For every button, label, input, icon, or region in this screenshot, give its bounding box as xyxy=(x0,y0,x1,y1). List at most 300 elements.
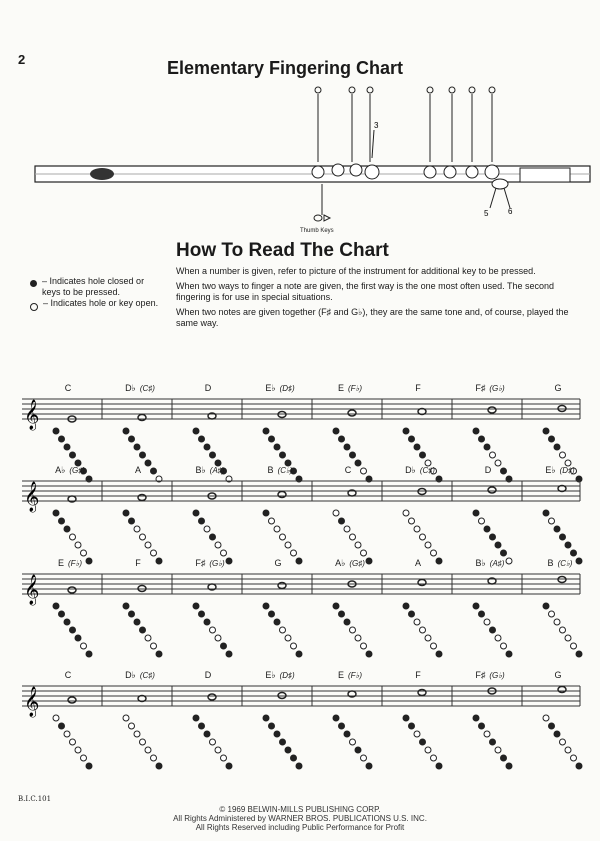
open-hole-icon xyxy=(70,739,76,745)
open-hole-icon xyxy=(53,715,59,721)
closed-hole-icon xyxy=(479,436,485,442)
closed-hole-icon xyxy=(210,452,216,458)
legend-open: – Indicates hole or key open. xyxy=(43,298,159,308)
open-hole-icon xyxy=(70,534,76,540)
closed-hole-icon xyxy=(414,444,420,450)
open-hole-icon xyxy=(403,510,409,516)
instruction: When two notes are given together (F♯ and G♭), they are the same tone and, of course, played the same way. xyxy=(176,307,569,328)
note-name: E xyxy=(57,558,64,568)
closed-hole-icon xyxy=(263,428,269,434)
closed-hole-icon xyxy=(543,603,549,609)
closed-hole-icon xyxy=(506,651,512,657)
open-hole-icon xyxy=(420,534,426,540)
closed-hole-icon xyxy=(285,747,291,753)
note-name: D♭ xyxy=(405,465,416,475)
open-hole-icon xyxy=(221,550,227,556)
closed-hole-icon xyxy=(204,444,210,450)
closed-hole-icon xyxy=(199,436,205,442)
closed-hole-icon xyxy=(274,444,280,450)
open-hole-icon xyxy=(425,747,431,753)
fingering-diagram xyxy=(193,603,232,657)
enharmonic-name: (F♭) xyxy=(348,671,362,680)
open-hole-icon xyxy=(549,611,555,617)
open-hole-icon xyxy=(123,715,129,721)
note-label xyxy=(174,383,246,393)
open-hole-icon xyxy=(145,542,151,548)
closed-hole-icon xyxy=(403,428,409,434)
closed-hole-icon xyxy=(269,723,275,729)
open-hole-icon xyxy=(431,643,437,649)
note-head xyxy=(278,583,286,589)
enharmonic-name: (D♯) xyxy=(559,466,575,475)
closed-hole-icon xyxy=(473,510,479,516)
closed-hole-icon xyxy=(403,603,409,609)
closed-hole-icon xyxy=(409,723,415,729)
open-hole-icon xyxy=(145,747,151,753)
treble-clef-icon: 𝄞 xyxy=(24,686,40,716)
closed-hole-icon xyxy=(59,611,65,617)
fingering-diagram xyxy=(543,715,582,769)
note-head xyxy=(488,407,496,413)
legend-closed: – Indicates hole closed or keys to be pressed. xyxy=(42,276,145,297)
open-hole-icon xyxy=(285,542,291,548)
open-hole-icon xyxy=(549,518,555,524)
closed-hole-icon xyxy=(473,715,479,721)
closed-hole-icon xyxy=(70,627,76,633)
fingering-diagram xyxy=(53,715,92,769)
closed-hole-icon xyxy=(479,611,485,617)
closed-hole-icon xyxy=(409,436,415,442)
closed-hole-icon xyxy=(560,534,566,540)
closed-hole-icon xyxy=(576,651,582,657)
fingering-diagram xyxy=(333,603,372,657)
instruction: When two ways to finger a note are given, the first way is the one most often used. The second fingering is for use in special situations. xyxy=(176,281,555,302)
open-hole-icon xyxy=(565,747,571,753)
note-label xyxy=(314,670,386,680)
title-text: Elementary Fingering Chart xyxy=(166,58,404,78)
note-label xyxy=(384,558,456,568)
open-hole-icon xyxy=(151,643,157,649)
open-hole-icon xyxy=(361,755,367,761)
enharmonic-name: (G♭) xyxy=(489,384,505,393)
open-hole-icon xyxy=(215,542,221,548)
note-name: D xyxy=(204,383,212,393)
note-name: D♭ xyxy=(125,670,136,680)
note-name: A xyxy=(414,558,421,568)
fingering-diagram xyxy=(193,510,232,564)
fingering-diagram xyxy=(473,603,512,657)
copyright-line: All Rights Reserved including Public Performance for Profit xyxy=(195,823,405,832)
open-hole-icon xyxy=(479,518,485,524)
note-name: B xyxy=(547,558,554,568)
closed-hole-icon xyxy=(280,452,286,458)
note-name: E xyxy=(337,383,344,393)
note-name: F xyxy=(415,670,421,680)
closed-hole-icon xyxy=(263,715,269,721)
fingering-diagram xyxy=(333,715,372,769)
note-name: E♭ xyxy=(265,670,276,680)
open-hole-icon xyxy=(425,542,431,548)
open-hole-icon xyxy=(134,731,140,737)
closed-hole-icon xyxy=(344,619,350,625)
open-hole-icon xyxy=(291,643,297,649)
note-name: D♭ xyxy=(125,383,136,393)
fingering-diagram xyxy=(53,510,92,564)
closed-hole-icon xyxy=(333,603,339,609)
open-hole-icon xyxy=(280,627,286,633)
closed-hole-icon xyxy=(129,436,135,442)
closed-hole-icon xyxy=(291,755,297,761)
open-hole-icon xyxy=(151,755,157,761)
note-head xyxy=(348,410,356,416)
note-head xyxy=(138,495,146,501)
open-hole-icon xyxy=(215,747,221,753)
note-label xyxy=(454,383,526,393)
closed-hole-icon xyxy=(53,510,59,516)
open-hole-icon xyxy=(291,550,297,556)
instruction: When a number is given, refer to picture of the instrument for additional key to be pressed. xyxy=(176,266,536,276)
note-name: E♭ xyxy=(545,465,556,475)
closed-hole-icon xyxy=(473,603,479,609)
note-name: E xyxy=(337,670,344,680)
note-label xyxy=(174,558,246,568)
open-hole-icon xyxy=(431,550,437,556)
closed-hole-icon xyxy=(554,444,560,450)
note-head xyxy=(278,492,286,498)
open-hole-icon xyxy=(350,534,356,540)
closed-hole-icon xyxy=(436,763,442,769)
copyright xyxy=(0,805,600,832)
staff-row xyxy=(0,568,600,678)
closed-hole-icon xyxy=(549,436,555,442)
closed-hole-icon xyxy=(263,510,269,516)
closed-hole-icon xyxy=(484,526,490,532)
closed-hole-icon xyxy=(134,619,140,625)
closed-hole-icon xyxy=(30,280,37,287)
closed-hole-icon xyxy=(403,715,409,721)
note-name: B♭ xyxy=(475,558,486,568)
copyright-line: © 1969 BELWIN-MILLS PUBLISHING CORP. xyxy=(219,805,381,814)
embouchure-hole xyxy=(90,168,114,180)
open-hole-icon xyxy=(350,739,356,745)
closed-hole-icon xyxy=(339,723,345,729)
closed-hole-icon xyxy=(501,755,507,761)
closed-hole-icon xyxy=(571,550,577,556)
open-hole-icon xyxy=(560,627,566,633)
open-hole-icon xyxy=(484,619,490,625)
fingering-diagram xyxy=(543,510,582,564)
closed-hole-icon xyxy=(64,444,70,450)
open-hole-icon xyxy=(210,739,216,745)
closed-hole-icon xyxy=(565,542,571,548)
open-hole-icon xyxy=(431,755,437,761)
open-hole-icon xyxy=(361,643,367,649)
closed-hole-icon xyxy=(129,518,135,524)
open-hole-icon xyxy=(269,518,275,524)
note-name: A♭ xyxy=(335,558,346,568)
enharmonic-name: (F♭) xyxy=(68,559,82,568)
note-label xyxy=(524,383,596,393)
fingering-diagram xyxy=(403,603,442,657)
note-label xyxy=(244,465,316,475)
note-head xyxy=(488,487,496,493)
closed-hole-icon xyxy=(350,452,356,458)
closed-hole-icon xyxy=(296,651,302,657)
fingering-diagram xyxy=(263,510,302,564)
closed-hole-icon xyxy=(366,651,372,657)
closed-hole-icon xyxy=(70,452,76,458)
closed-hole-icon xyxy=(490,627,496,633)
closed-hole-icon xyxy=(210,534,216,540)
open-hole-icon xyxy=(75,542,81,548)
open-hole-icon xyxy=(81,755,87,761)
thumb-keys-label: Thumb Keys xyxy=(300,228,334,234)
fingering-diagram xyxy=(263,715,302,769)
note-head xyxy=(68,587,76,593)
treble-clef-icon: 𝄞 xyxy=(24,399,40,429)
open-hole-icon xyxy=(344,526,350,532)
closed-hole-icon xyxy=(199,518,205,524)
closed-hole-icon xyxy=(75,635,81,641)
closed-hole-icon xyxy=(436,651,442,657)
open-hole-icon xyxy=(333,510,339,516)
closed-hole-icon xyxy=(280,739,286,745)
note-name: G xyxy=(274,558,282,568)
open-hole-icon xyxy=(280,534,286,540)
closed-hole-icon xyxy=(129,611,135,617)
how-to-heading: How To Read The Chart xyxy=(176,240,389,261)
closed-hole-icon xyxy=(226,763,232,769)
enharmonic-name: (G♭) xyxy=(489,671,505,680)
fingering-diagram xyxy=(543,603,582,657)
closed-hole-icon xyxy=(64,526,70,532)
open-hole-icon xyxy=(274,526,280,532)
note-label xyxy=(524,670,596,680)
enharmonic-name: (F♭) xyxy=(348,384,362,393)
instructions xyxy=(176,266,588,333)
fingering-diagram xyxy=(333,510,372,564)
treble-clef-icon: 𝄞 xyxy=(24,481,40,511)
open-hole-icon xyxy=(145,635,151,641)
closed-hole-icon xyxy=(333,428,339,434)
note-name: F xyxy=(135,558,141,568)
open-hole-icon xyxy=(140,739,146,745)
closed-hole-icon xyxy=(344,444,350,450)
closed-hole-icon xyxy=(554,526,560,532)
open-hole-icon xyxy=(554,619,560,625)
note-label xyxy=(174,670,246,680)
note-label xyxy=(454,465,526,475)
open-hole-icon xyxy=(361,550,367,556)
enharmonic-name: (D♯) xyxy=(279,384,295,393)
closed-hole-icon xyxy=(501,550,507,556)
note-name: B xyxy=(267,465,274,475)
closed-hole-icon xyxy=(193,715,199,721)
closed-hole-icon xyxy=(543,428,549,434)
closed-hole-icon xyxy=(366,763,372,769)
closed-hole-icon xyxy=(420,739,426,745)
open-hole-icon xyxy=(75,747,81,753)
closed-hole-icon xyxy=(123,428,129,434)
closed-hole-icon xyxy=(490,739,496,745)
closed-hole-icon xyxy=(506,763,512,769)
open-hole-icon xyxy=(495,747,501,753)
open-hole-icon xyxy=(414,619,420,625)
note-label xyxy=(34,558,106,568)
closed-hole-icon xyxy=(333,715,339,721)
note-head xyxy=(138,415,146,421)
enharmonic-name: (C♯) xyxy=(139,384,155,393)
closed-hole-icon xyxy=(263,603,269,609)
fingering-diagram xyxy=(193,715,232,769)
open-hole-icon xyxy=(565,635,571,641)
open-hole-icon xyxy=(560,452,566,458)
note-name: C xyxy=(64,670,72,680)
note-label xyxy=(104,558,176,568)
closed-hole-icon xyxy=(479,723,485,729)
closed-hole-icon xyxy=(123,603,129,609)
open-hole-icon xyxy=(490,452,496,458)
closed-hole-icon xyxy=(204,731,210,737)
enharmonic-name: (C♯) xyxy=(139,671,155,680)
closed-hole-icon xyxy=(549,723,555,729)
closed-hole-icon xyxy=(274,731,280,737)
closed-hole-icon xyxy=(134,444,140,450)
closed-hole-icon xyxy=(344,731,350,737)
note-label xyxy=(314,465,386,475)
closed-hole-icon xyxy=(269,611,275,617)
page-number: 2 xyxy=(18,52,26,67)
enharmonic-name: (A♯) xyxy=(489,559,505,568)
note-name: F xyxy=(415,383,421,393)
note-label xyxy=(244,558,316,568)
fingering-diagram xyxy=(123,510,162,564)
closed-hole-icon xyxy=(53,428,59,434)
note-name: D xyxy=(204,670,212,680)
open-hole-icon xyxy=(151,550,157,556)
closed-hole-icon xyxy=(221,643,227,649)
closed-hole-icon xyxy=(296,763,302,769)
closed-hole-icon xyxy=(199,611,205,617)
closed-hole-icon xyxy=(543,510,549,516)
enharmonic-name: (D♯) xyxy=(279,671,295,680)
open-hole-icon xyxy=(414,526,420,532)
closed-hole-icon xyxy=(554,731,560,737)
open-hole-icon xyxy=(81,643,87,649)
open-hole-icon xyxy=(495,635,501,641)
open-hole-icon xyxy=(81,550,87,556)
note-label xyxy=(34,383,106,393)
closed-hole-icon xyxy=(495,542,501,548)
open-hole-icon xyxy=(30,303,38,311)
staff-row xyxy=(0,680,600,790)
open-hole-icon xyxy=(420,627,426,633)
open-hole-icon xyxy=(221,755,227,761)
fingering-diagram xyxy=(473,510,512,564)
key-number-6: 6 xyxy=(508,207,513,216)
closed-hole-icon xyxy=(199,723,205,729)
open-hole-icon xyxy=(484,731,490,737)
note-head xyxy=(418,690,426,696)
open-hole-icon xyxy=(285,635,291,641)
enharmonic-name: (G♭) xyxy=(209,559,225,568)
open-hole-icon xyxy=(560,739,566,745)
open-hole-icon xyxy=(543,715,549,721)
closed-hole-icon xyxy=(140,452,146,458)
closed-hole-icon xyxy=(59,723,65,729)
note-head xyxy=(418,580,426,586)
enharmonic-name: (G♯) xyxy=(349,559,365,568)
open-hole-icon xyxy=(425,635,431,641)
note-head xyxy=(208,694,216,700)
note-name: A xyxy=(134,465,141,475)
closed-hole-icon xyxy=(86,651,92,657)
page-title xyxy=(0,58,600,79)
key-number-3: 3 xyxy=(374,121,379,130)
open-hole-icon xyxy=(409,518,415,524)
treble-clef-icon: 𝄞 xyxy=(24,574,40,604)
closed-hole-icon xyxy=(140,627,146,633)
note-label xyxy=(104,465,176,475)
closed-hole-icon xyxy=(420,452,426,458)
enharmonic-name: (A♯) xyxy=(209,466,225,475)
open-hole-icon xyxy=(350,627,356,633)
fingering-diagram xyxy=(403,510,442,564)
closed-hole-icon xyxy=(226,651,232,657)
open-hole-icon xyxy=(204,526,210,532)
note-label xyxy=(34,670,106,680)
closed-hole-icon xyxy=(339,436,345,442)
fingering-diagram xyxy=(403,715,442,769)
key-number-5: 5 xyxy=(484,209,489,218)
note-name: G xyxy=(554,383,562,393)
note-name: E♭ xyxy=(265,383,276,393)
note-label xyxy=(384,383,456,393)
open-hole-icon xyxy=(210,627,216,633)
closed-hole-icon xyxy=(156,763,162,769)
fingering-diagram xyxy=(263,603,302,657)
closed-hole-icon xyxy=(123,510,129,516)
closed-hole-icon xyxy=(473,428,479,434)
note-label xyxy=(314,383,386,393)
fingering-diagram xyxy=(123,603,162,657)
copyright-line: All Rights Administered by WARNER BROS. PUBLICATIONS U.S. INC. xyxy=(173,814,427,823)
enharmonic-name: (C♯) xyxy=(419,466,435,475)
closed-hole-icon xyxy=(193,510,199,516)
closed-hole-icon xyxy=(355,747,361,753)
closed-hole-icon xyxy=(204,619,210,625)
enharmonic-name: (G♯) xyxy=(69,466,85,475)
closed-hole-icon xyxy=(86,763,92,769)
closed-hole-icon xyxy=(409,611,415,617)
note-label xyxy=(454,670,526,680)
closed-hole-icon xyxy=(490,534,496,540)
open-hole-icon xyxy=(355,635,361,641)
note-name: F♯ xyxy=(475,670,486,680)
note-name: A♭ xyxy=(55,465,66,475)
fingering-diagram xyxy=(123,715,162,769)
open-hole-icon xyxy=(571,755,577,761)
open-hole-icon xyxy=(571,643,577,649)
closed-hole-icon xyxy=(53,603,59,609)
note-name: F♯ xyxy=(475,383,486,393)
fingering-diagram xyxy=(473,715,512,769)
note-name: B♭ xyxy=(195,465,206,475)
fingering-diagram xyxy=(53,603,92,657)
closed-hole-icon xyxy=(193,603,199,609)
flute-diagram xyxy=(0,80,600,230)
open-hole-icon xyxy=(501,643,507,649)
